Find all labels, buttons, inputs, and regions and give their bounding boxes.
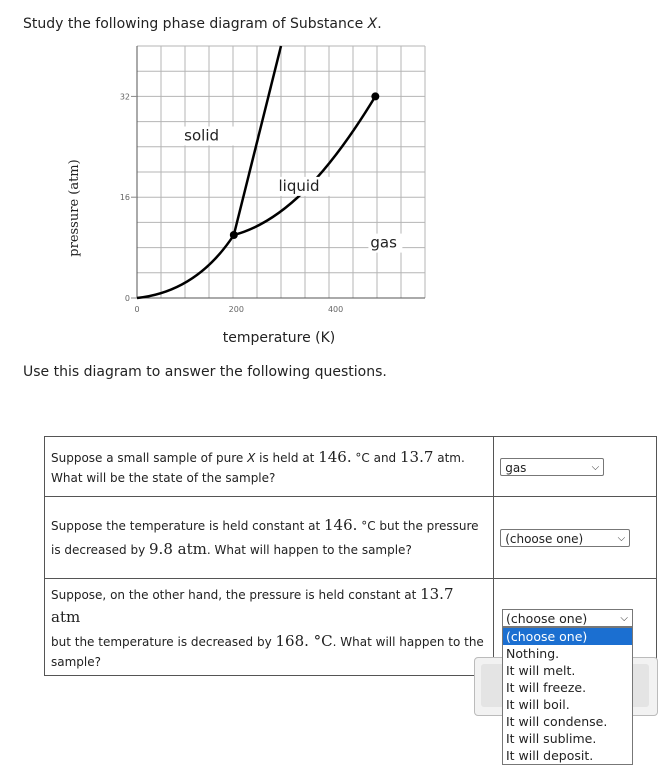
region-label-liquid: liquid — [278, 176, 320, 195]
question-row-2 — [45, 497, 657, 579]
answer-2-select[interactable]: (choose one) ⌵ — [500, 529, 630, 547]
dropdown-option-melt[interactable]: It will melt. — [506, 663, 576, 678]
instruction-text: Use this diagram to answer the following questions. — [23, 364, 387, 380]
triple-point — [230, 231, 238, 239]
dropdown-option-nothing[interactable]: Nothing. — [506, 646, 560, 661]
chevron-down-icon: ⌵ — [620, 613, 628, 624]
question-2-text: Suppose the temperature is held constant at 146. °C but the pressure is decreased by 9.8 atm. What will happen to the sample? — [45, 497, 494, 579]
dropdown-option-freeze[interactable]: It will freeze. — [506, 680, 587, 695]
chevron-down-icon: ⌵ — [591, 461, 600, 473]
answer-1-select[interactable]: gas ⌵ — [500, 458, 604, 476]
phase-diagram — [0, 40, 470, 360]
answer-2-cell — [494, 497, 657, 579]
dropdown-option-sublime[interactable]: It will sublime. — [506, 731, 597, 746]
y-tick-label: 16 — [119, 193, 130, 203]
x-tick-label: 200 — [228, 305, 244, 314]
page-title: Study the following phase diagram of Substance X. — [23, 16, 382, 32]
question-1-text: Suppose a small sample of pure X is held at 146. °C and 13.7 atm. What will be the state of the sample? — [45, 437, 494, 497]
x-tick-label: 0 — [134, 305, 140, 314]
chevron-down-icon: ⌵ — [617, 532, 626, 544]
dropdown-option-choose[interactable]: (choose one) — [503, 628, 632, 645]
dropdown-option-deposit[interactable]: It will deposit. — [506, 748, 594, 763]
region-label-solid: solid — [184, 126, 220, 145]
region-label-gas: gas — [370, 233, 397, 252]
question-row-1 — [45, 437, 657, 497]
y-tick-label: 32 — [119, 92, 130, 102]
answer-3-select[interactable]: (choose one) ⌵ — [502, 609, 633, 627]
chart-grid — [137, 46, 425, 298]
answer-1-cell — [494, 437, 657, 497]
dropdown-option-condense[interactable]: It will condense. — [506, 714, 608, 729]
critical-point — [371, 92, 379, 100]
answer-3-dropdown-list — [502, 627, 633, 765]
question-3-text: Suppose, on the other hand, the pressure is held constant at 13.7 atm but the temperature is decreased by 168. °C. What will happen to the sample? — [45, 579, 494, 676]
dropdown-option-boil[interactable]: It will boil. — [506, 697, 570, 712]
x-axis-label: temperature (K) — [222, 330, 336, 346]
x-tick-label: 400 — [327, 305, 344, 314]
y-axis-label: pressure (atm) — [67, 159, 82, 257]
y-tick-label: 0 — [124, 294, 130, 303]
